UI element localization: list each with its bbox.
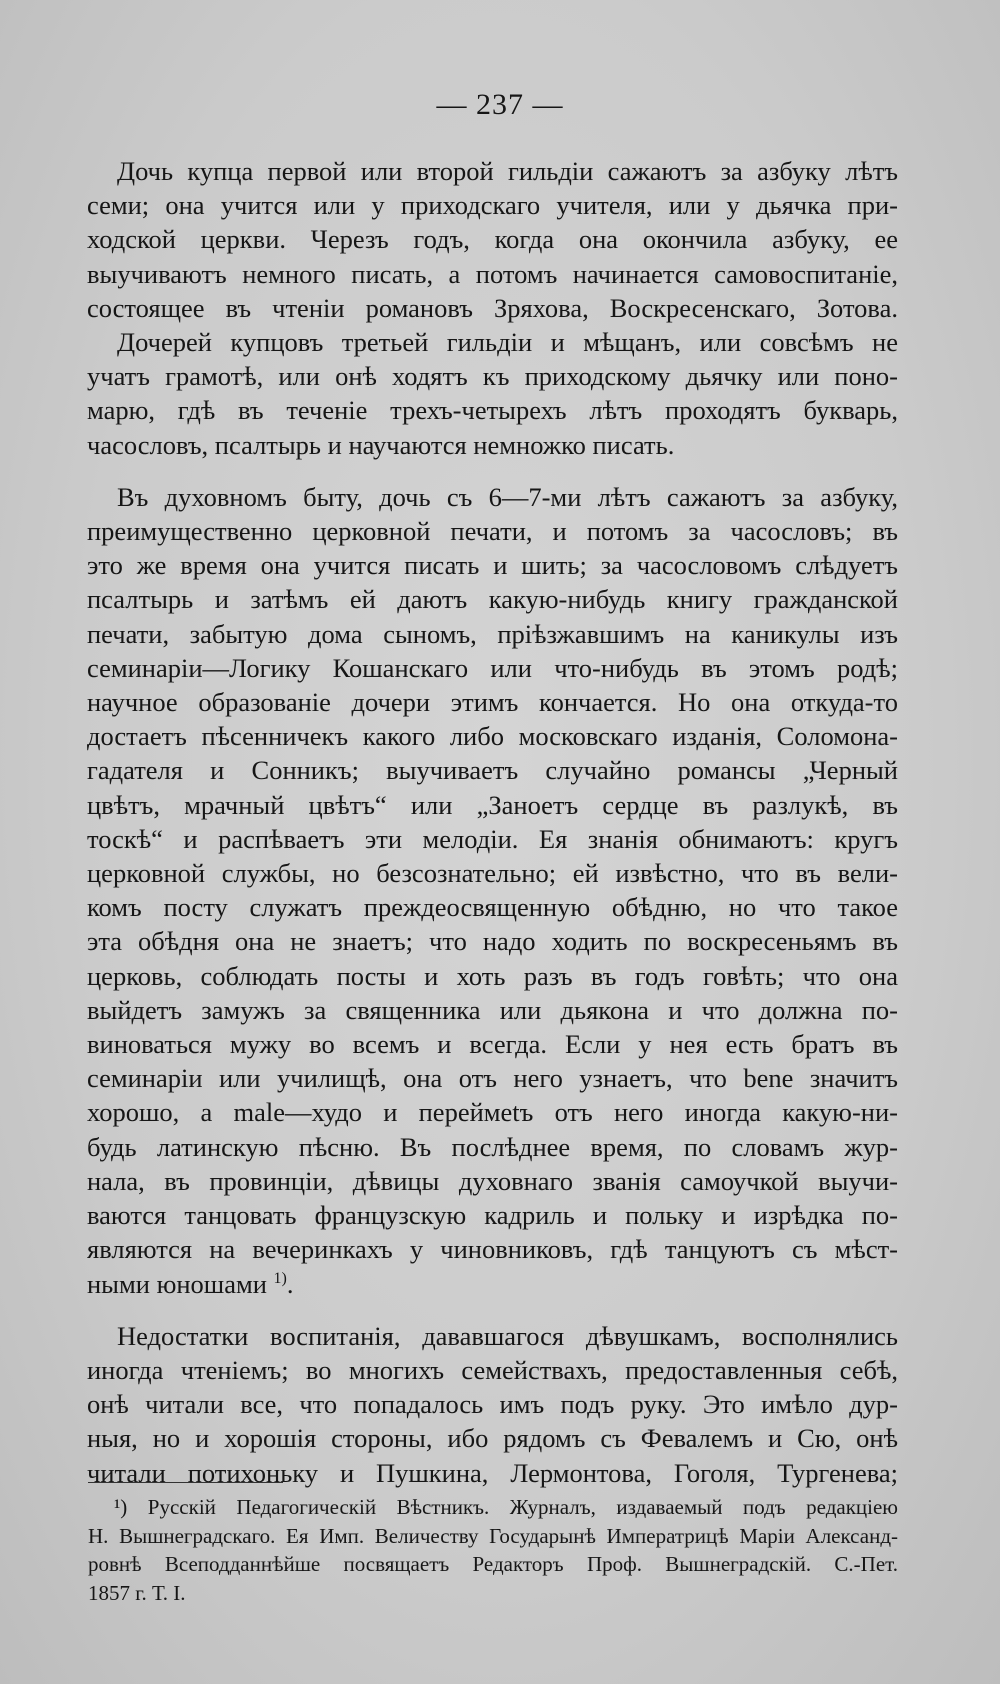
text-line: виноваться мужу во всемъ и всегда. Если у нея есть братъ въ bbox=[87, 1029, 898, 1060]
footnote-line: Н. Вышнеградскаго. Ея Имп. Величеству Государынѣ Императрицѣ Маріи Александ- bbox=[88, 1523, 898, 1548]
text-line: Недостатки воспитанія, дававшагося дѣвушкамъ, восполнялись bbox=[117, 1320, 898, 1351]
text-line: иногда чтеніемъ; во многихъ семействахъ, предоставленныя себѣ, bbox=[87, 1354, 898, 1385]
text-line: эта обѣдня она не знаетъ; что надо ходить по воскресеньямъ въ bbox=[87, 926, 898, 957]
text-line: церковь, соблюдать посты и хоть разъ въ годъ говѣть; что она bbox=[87, 960, 898, 991]
text-line: часословъ, псалтырь и научаются немножко писать. bbox=[87, 429, 675, 460]
paragraph-3 bbox=[87, 480, 898, 1301]
text-line: марю, гдѣ въ теченіе трехъ-четырехъ лѣтъ проходятъ букварь, bbox=[87, 395, 898, 426]
text-line: Дочь купца первой или второй гильдіи сажаютъ за азбуку лѣтъ bbox=[117, 156, 898, 186]
text-line: нала, въ провинціи, дѣвицы духовнаго званія самоучкой выучи- bbox=[87, 1165, 898, 1196]
text-line: хорошо, а male—худо и переймetъ отъ него иногда какую-ни- bbox=[87, 1097, 898, 1128]
footnote-divider bbox=[88, 1482, 283, 1483]
text-line: семинаріи—Логику Кошанскаго или что-нибудь въ этомъ родѣ; bbox=[87, 652, 898, 683]
text-line: научное образованіе дочери этимъ кончается. Но она откуда-то bbox=[87, 687, 898, 718]
text-line: ныя, но и хорошія стороны, ибо рядомъ съ Февалемъ и Сю, онѣ bbox=[87, 1423, 898, 1454]
text-line: преимущественно церковной печати, и потомъ за часословъ; въ bbox=[87, 516, 898, 547]
footnote bbox=[88, 1493, 898, 1607]
footnote-line: 1857 г. Т. I. bbox=[88, 1580, 186, 1605]
body-text bbox=[87, 154, 898, 1490]
text-line: являются на вечеринкахъ у чиновниковъ, гдѣ танцуютъ съ мѣст- bbox=[87, 1234, 898, 1265]
text-line: церковной службы, но безсознательно; ей извѣстно, что въ вели- bbox=[87, 858, 898, 889]
text-line: учатъ грамотѣ, или онѣ ходятъ къ приходскому дьячку или поно- bbox=[87, 361, 898, 392]
paragraph-1 bbox=[87, 154, 898, 325]
text-line: выучиваютъ немного писать, а потомъ начинается самовоспитаніе, bbox=[87, 258, 898, 289]
text-line: Въ духовномъ быту, дочь съ 6—7-ми лѣтъ сажаютъ за азбуку, bbox=[117, 481, 898, 512]
text-line: ваются танцовать французскую кадриль и польку и изрѣдка по- bbox=[87, 1200, 898, 1231]
footnote-line: ¹) Русскій Педагогическій Вѣстникъ. Журналъ, издаваемый подъ редакціею bbox=[114, 1495, 898, 1519]
text-line: цвѣтъ, мрачный цвѣтъ“ или „Заноетъ сердце въ разлукѣ, въ bbox=[87, 789, 898, 820]
text-line: состоящее въ чтеніи романовъ Зряхова, Воскресенскаго, Зотова. bbox=[87, 292, 898, 323]
text-line: Дочерей купцовъ третьей гильдіи и мѣщанъ, или совсѣмъ не bbox=[117, 327, 898, 358]
text-fragment: ными юношами bbox=[87, 1268, 267, 1299]
footnote-line: ровнѣ Всеподданнѣйше посвящаетъ Редакторъ Проф. Вышнеградскій. С.-Пет. bbox=[88, 1552, 898, 1576]
page-number: — 237 — bbox=[436, 88, 564, 121]
text-line: достаетъ пѣсенничекъ какого либо московскаго изданія, Соломона- bbox=[87, 721, 898, 752]
text-line: онѣ читали все, что попадалось имъ подъ руку. Это имѣло дур- bbox=[87, 1389, 898, 1420]
paragraph-4 bbox=[87, 1319, 898, 1490]
text-line: выйдетъ замужъ за священника или дьякона и что должна по- bbox=[87, 994, 898, 1025]
text-line: семинаріи или училищѣ, она отъ него узнаетъ, что bene значитъ bbox=[87, 1063, 898, 1094]
text-line: печати, забытую дома сыномъ, пріѣзжавшимъ на каникулы изъ bbox=[87, 618, 898, 649]
text-line: семи; она учится или у приходскаго учителя, или у дьячка при- bbox=[87, 190, 898, 221]
text-line: читали потихоньку и Пушкина, Лермонтова, Гоголя, Тургенева; bbox=[87, 1457, 898, 1488]
paragraph-2 bbox=[87, 325, 898, 462]
text-line: гадателя и Сонникъ; выучиваетъ случайно романсы „Черный bbox=[87, 755, 898, 786]
text-line: псалтырь и затѣмъ ей даютъ какую-нибудь книгу гражданской bbox=[87, 584, 898, 615]
footnote-marker[interactable]: 1) bbox=[273, 1269, 287, 1287]
text-line: будь латинскую пѣсню. Въ послѣднее время, по словамъ жур- bbox=[87, 1131, 898, 1162]
text-line: комъ посту служатъ преждеосвященную обѣдню, но что такое bbox=[87, 892, 898, 923]
text-line-last bbox=[87, 1267, 898, 1301]
text-line: ходской церкви. Черезъ годъ, когда она окончила азбуку, ее bbox=[87, 224, 898, 255]
text-line: тоскѣ“ и распѣваетъ эти мелодіи. Ея знанія обнимаютъ: кругъ bbox=[87, 823, 898, 854]
text-line: это же время она учится писать и шить; за часословомъ слѣдуетъ bbox=[87, 550, 898, 581]
trailing-punctuation: . bbox=[286, 1268, 294, 1299]
